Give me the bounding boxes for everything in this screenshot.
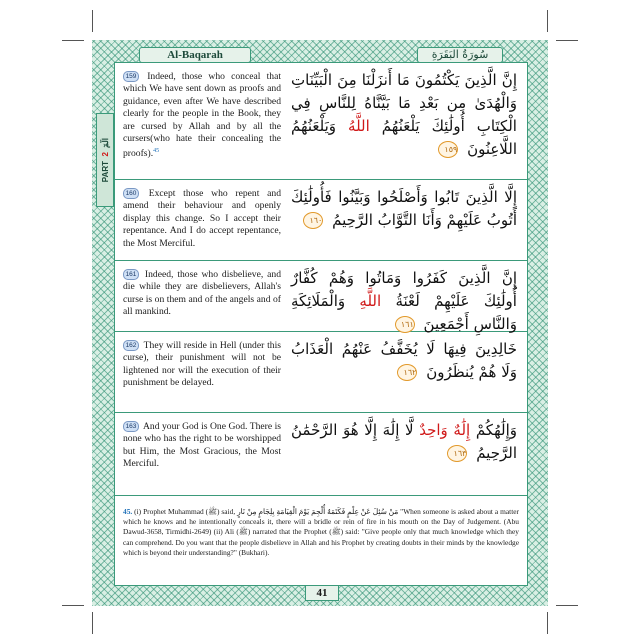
footnote-ref[interactable]: 45 — [153, 148, 160, 155]
verse-row — [115, 332, 527, 413]
crop-mark — [62, 605, 84, 606]
arabic-text: إِنَّ الَّذِينَ كَفَرُوا وَمَاتُوا وَهُمْ كُفَّارٌ أُولَٰئِكَ عَلَيْهِمْ لَعْنَةُ — [291, 269, 517, 310]
arabic-text: إِنَّ الَّذِينَ يَكْتُمُونَ مَا أَنزَلْنَا مِنَ الْبَيِّنَاتِ وَالْهُدَىٰ مِن بَعْدِ مَا بَيَّنَّاهُ لِلنَّاسِ فِي الْكِتَابِ أُولَٰئِكَ يَلْعَنُهُمُ — [291, 71, 517, 135]
part-label: PART — [100, 160, 110, 182]
arabic-text: وَيَلْعَنُهُمُ اللَّاعِنُونَ — [291, 117, 517, 158]
verse-number-badge: 159 — [123, 71, 139, 82]
arabic-text: وَالْمَلَائِكَةِ وَالنَّاسِ أَجْمَعِينَ — [291, 292, 517, 333]
arabic-text: لَّا إِلَٰهَ إِلَّا هُوَ الرَّحْمَٰنُ الرَّحِيمُ — [291, 421, 517, 462]
verse-number-badge: 162 — [123, 340, 139, 351]
arabic-text: وَإِلَٰهُكُمْ — [475, 421, 517, 439]
verse-number-badge: 160 — [123, 188, 139, 199]
verse-arabic — [291, 419, 517, 465]
surah-title-english: Al-Baqarah — [139, 47, 251, 63]
ayah-end-marker: ١٥٩ — [438, 141, 458, 158]
ayah-end-marker: ١٦٠ — [303, 212, 323, 229]
footnote-text: (i) Prophet Muhammad (ﷺ) said, مَنْ سُئِلَ عَنْ عِلْمٍ فَكَتَمَهُ أُلْجِمَ يَوْمَ الْقِيَامَةِ بِلِجَامٍ مِنْ نَارٍ "When someone is asked about a matter which he knows and he intentionally conceals it, there will a bridle or rein of fire in his mouth on the Day of Judgement. (Abu Dawud-3658, Tirmidhi-2649) (ii) Ali (ﷺ) narrated that the Prophet (ﷺ) said: "Give people only that much knowledge which they can comprehend. Do you want that the people disbelieve in Allah and his Prophet by creating doubts in their minds by the knowledge which is beyond their understanding?" (Bukhari). — [123, 507, 519, 557]
crop-mark — [547, 612, 548, 634]
verse-arabic — [291, 267, 517, 336]
verse-row — [115, 63, 527, 180]
arabic-divine-name: اللَّهُ — [348, 117, 370, 135]
verse-text: They will reside in Hell (under this curse), their punishment will not be lightened nor will the execution of their punishment be delayed. — [123, 340, 281, 389]
verse-translation — [123, 71, 281, 161]
arabic-text: خَالِدِينَ فِيهَا لَا يُخَفَّفُ عَنْهُمُ الْعَذَابُ وَلَا هُمْ يُنظَرُونَ — [291, 340, 517, 381]
verse-translation — [123, 188, 281, 250]
crop-mark — [556, 40, 578, 41]
verse-text: And your God is One God. There is none who has the right to be worshipped but Him, the Most Gracious, the Most Merciful. — [123, 421, 281, 470]
part-arabic: الٓمٓ — [100, 138, 110, 149]
verse-row — [115, 413, 527, 496]
verse-arabic — [291, 338, 517, 384]
crop-mark — [547, 10, 548, 32]
crop-mark — [92, 612, 93, 634]
verse-arabic — [291, 69, 517, 161]
ayah-end-marker: ١٦٢ — [397, 364, 417, 381]
part-tab — [96, 113, 114, 207]
verse-number-badge: 161 — [123, 269, 139, 280]
verse-translation — [123, 269, 281, 319]
verse-translation — [123, 421, 281, 471]
part-number: 2 — [100, 152, 110, 157]
arabic-divine-name: إِلَٰهٌ وَاحِدٌ — [419, 421, 471, 439]
verse-number-badge: 163 — [123, 421, 139, 432]
page-number: 41 — [305, 585, 339, 601]
crop-mark — [556, 605, 578, 606]
verse-text: Indeed, those who conceal that which We have sent down as proofs and guidance, even after We have described clearly for the people in the Book, they are cursed by Allah and by all the cursers(who hate their concealing the proofs). — [123, 71, 282, 160]
crop-mark — [62, 40, 84, 41]
verse-row — [115, 180, 527, 261]
verse-text: Indeed, those who disbelieve, and die while they are disbelievers, Allah's curse is on them and of the angels and of all mankind. — [123, 269, 281, 318]
verse-row — [115, 261, 527, 332]
page-content — [100, 48, 528, 599]
arabic-text: إِلَّا الَّذِينَ تَابُوا وَأَصْلَحُوا وَبَيَّنُوا فَأُولَٰئِكَ أَتُوبُ عَلَيْهِمْ وَأَنَا التَّوَّابُ الرَّحِيمُ — [291, 188, 517, 229]
surah-title-arabic: سُورَةُ البَقَرَةِ — [417, 47, 503, 63]
crop-mark — [92, 10, 93, 32]
book-page — [92, 40, 548, 606]
verse-translation — [123, 340, 281, 390]
verse-text: Except those who repent and amend their behaviour and openly display this change. So I accept their repentance. And I do accept repentance, the Most Merciful. — [123, 188, 282, 249]
arabic-divine-name: اللَّهِ — [359, 292, 382, 310]
footnote-number: 45. — [123, 507, 133, 516]
ayah-end-marker: ١٦٣ — [447, 445, 467, 462]
footnote — [123, 507, 519, 558]
verse-arabic — [291, 186, 517, 232]
ayah-end-marker: ١٦١ — [395, 316, 415, 333]
